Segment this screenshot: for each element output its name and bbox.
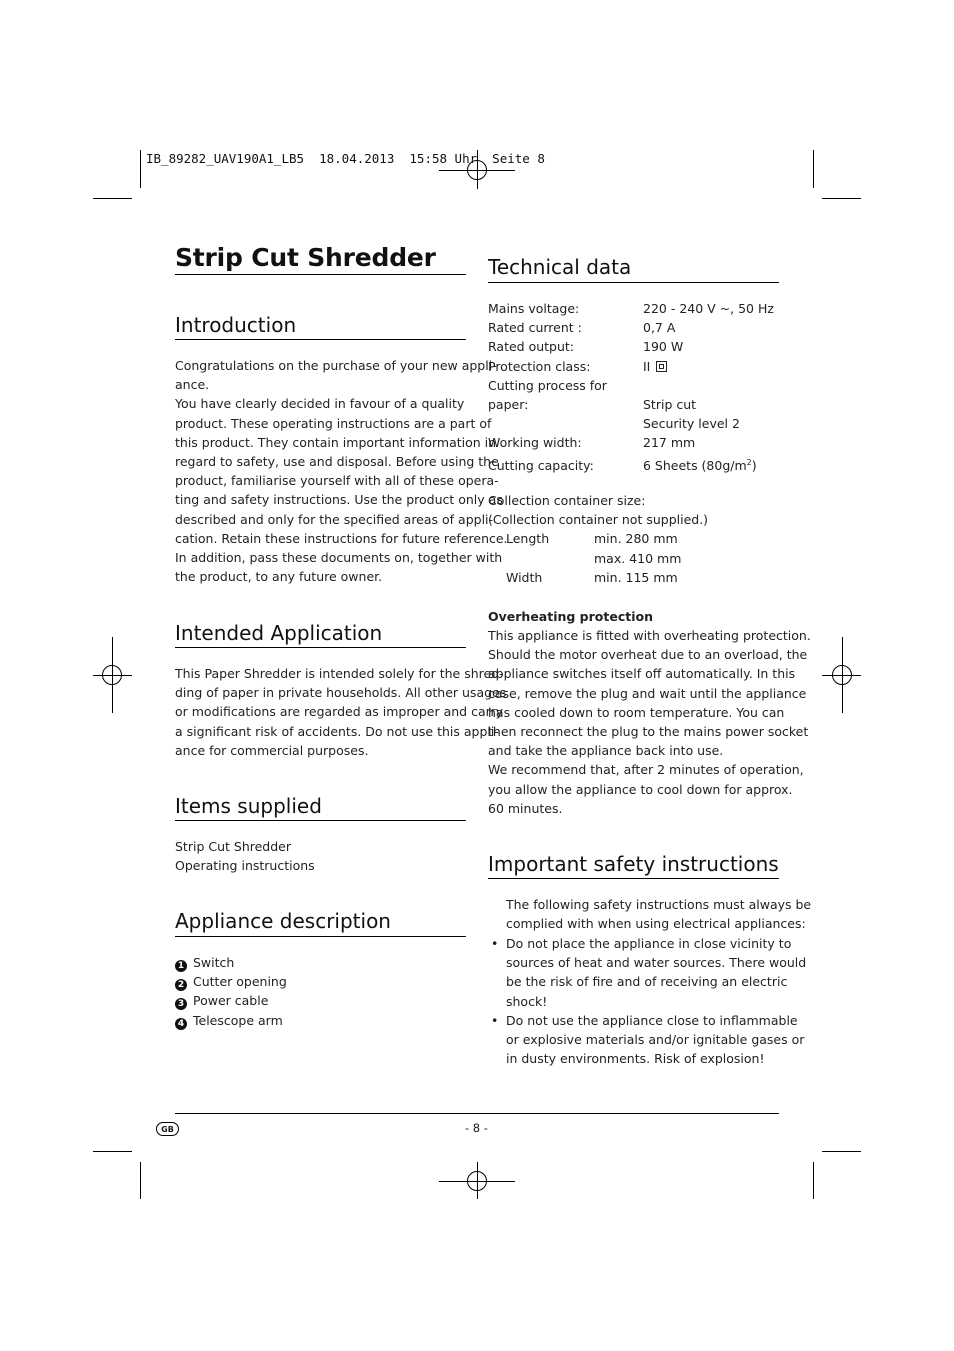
number-badge: 3 [175, 998, 187, 1010]
title-rule [175, 274, 466, 275]
overheating-text: This appliance is fitted with overheating protection. Should the motor overheat due to an overload, the appliance switches itself off automatically. In this case, remove the plug and wait until the appliance has cooled down to room temperature. You can then reconnect the plug to the mains power socket and take the appliance back into use. We recommend that, after 2 minutes of operation, you allow the appliance to cool down for approx. 60 minutes. [488, 628, 811, 816]
section-rule [175, 339, 466, 340]
safety-intro: The following safety instructions must always be complied with when using electrical appliances: [506, 897, 812, 932]
table-row: Width min. 115 mm [506, 569, 678, 585]
section-rule [488, 282, 779, 283]
list-item: 1 Switch [175, 953, 287, 972]
list-item: • Do not use the appliance close to inflammable or explosive materials and/or ignitable gases or in dusty environments. Risk of explosion! [491, 1012, 805, 1067]
list-item: 4 Telescope arm [175, 1011, 287, 1030]
section-rule [175, 820, 466, 821]
technical-data-heading: Technical data [488, 255, 632, 279]
table-row: Mains voltage: 220 - 240 V ~, 50 Hz [488, 301, 774, 316]
print-slug: IB_89282_UAV190A1_LB5 18.04.2013 15:58 Uhr Seite 8 [146, 151, 545, 166]
technical-data-table [488, 299, 788, 475]
safety-list [488, 934, 807, 1068]
table-row: Security level 2 [643, 416, 740, 432]
table-row: Cutting capacity: 6 Sheets $(80g/m^2)$ [488, 457, 757, 473]
appliance-parts-list [175, 953, 287, 1030]
section-rule [175, 647, 466, 648]
introduction-heading: Introduction [175, 313, 297, 337]
number-badge: 2 [175, 979, 187, 991]
footer-rule [175, 1113, 779, 1114]
table-row: Working width: 217 mm [488, 435, 696, 451]
bullet: • [491, 936, 499, 951]
table-row: Rated output: 190 W [488, 339, 684, 355]
intended-application-heading: Intended Application [175, 621, 383, 645]
section-rule [175, 936, 466, 937]
language-badge: GB [156, 1122, 179, 1136]
list-item: 2 Cutter opening [175, 972, 287, 991]
number-badge: 1 [175, 960, 187, 972]
list-item: Operating instructions [175, 858, 315, 874]
section-rule [488, 878, 779, 879]
table-row: Rated current : 0,7 A [488, 320, 676, 336]
bullet: • [491, 1012, 499, 1028]
page-title: Strip Cut Shredder [175, 243, 436, 272]
items-supplied-list [175, 837, 315, 875]
introduction-text: Congratulations on the purchase of your new appli- ance. You have clearly decided in favour of a quality product. These operating instructions are a part of this product. They contain important information in regard to safety, use and disposal. Before using the product, familiarise yourself with all of these opera- ting and safety instructions. Use the product only as described and only for the specified areas of appli- cation. Retain these instructions for future reference. In addition, pass these documents on, together with the product, to any future owner. [175, 358, 508, 585]
table-row: Protection class: II [488, 357, 788, 376]
items-supplied-heading: Items supplied [175, 794, 322, 818]
protection-class-icon [656, 361, 667, 372]
container-size: Collection container size: (Collection container not supplied.) Length min. 280 mm max. 410 mm Width min. 115 mm [488, 491, 788, 587]
table-row: max. 410 mm [594, 550, 682, 566]
table-row: Length min. 280 mm [506, 531, 678, 547]
list-item: Strip Cut Shredder [175, 839, 291, 854]
page-number: - 8 - [465, 1121, 488, 1135]
overheating-heading: Overheating protection [488, 609, 653, 624]
list-item: 3 Power cable [175, 991, 287, 1010]
safety-heading: Important safety instructions [488, 852, 779, 876]
appliance-description-heading: Appliance description [175, 909, 391, 933]
intended-application-text: This Paper Shredder is intended solely for the shred- ding of paper in private households. All other usages or modifications are regarded as improper and carry a significant risk of accidents. Do not use this appli- ance for commercial purposes. [175, 666, 507, 758]
table-row: paper: Strip cut [488, 397, 697, 413]
number-badge: 4 [175, 1018, 187, 1030]
table-row: Cutting process for [488, 377, 607, 393]
list-item: • Do not place the appliance in close vicinity to sources of heat and water sources. There would be the risk of fire and of receiving an electric shock! [491, 936, 807, 1009]
